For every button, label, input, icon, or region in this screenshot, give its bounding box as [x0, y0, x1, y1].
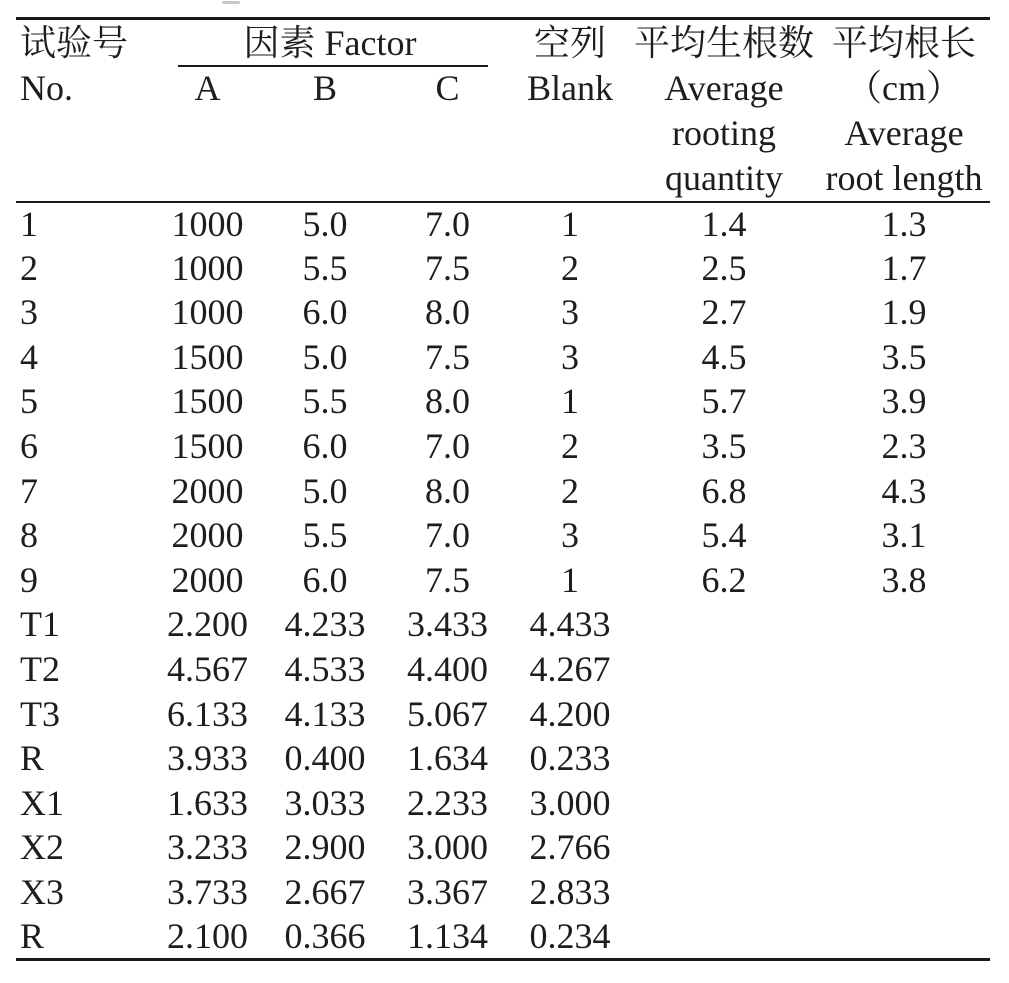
value-cell: 5.5 — [302, 515, 348, 556]
value-cell: 6.133 — [167, 693, 248, 734]
value-cell: 0.234 — [529, 915, 611, 956]
table-row — [16, 558, 990, 603]
value-cell: 5.7 — [701, 381, 747, 422]
value-cell: 3.933 — [167, 738, 248, 779]
row-label: X2 — [20, 827, 64, 868]
table-row — [16, 915, 990, 960]
value-cell: 4.533 — [284, 649, 366, 690]
value-cell: 8.0 — [425, 381, 470, 422]
header-factor-group — [150, 19, 510, 67]
value-cell: 6.2 — [701, 559, 747, 600]
scan-artifact — [222, 1, 240, 4]
orthogonal-experiment-table — [16, 17, 990, 961]
header-rooting-en3: quantity — [630, 157, 818, 202]
row-label: R — [20, 915, 45, 956]
value-cell — [630, 647, 818, 692]
value-cell: 2.100 — [167, 915, 248, 956]
header-blank-zh: 空列 — [534, 22, 607, 63]
value-cell: 1 — [561, 203, 580, 244]
header-rootlen-zh: 平均根长 — [832, 22, 977, 63]
value-cell: 1.633 — [167, 782, 248, 823]
value-cell — [630, 737, 818, 782]
value-cell: 2.833 — [529, 872, 611, 912]
value-cell — [630, 603, 818, 648]
value-cell: 3.233 — [167, 827, 248, 868]
value-cell: 4.233 — [284, 604, 366, 645]
value-cell: 4.400 — [407, 649, 488, 690]
value-cell — [818, 692, 990, 737]
value-cell: 2.5 — [701, 247, 747, 288]
value-cell: 0.366 — [284, 915, 366, 956]
row-label: 5 — [20, 381, 38, 422]
factor-group-underline — [178, 65, 488, 67]
table-row — [16, 692, 990, 737]
header-rootlen-en1: Average — [844, 113, 964, 154]
value-cell: 2 — [561, 247, 580, 288]
value-cell: 2.7 — [701, 292, 747, 333]
value-cell — [818, 781, 990, 826]
value-cell: 7.5 — [425, 247, 470, 288]
row-label: 3 — [20, 292, 38, 333]
header-rooting-en1: Average — [664, 68, 784, 109]
value-cell: 5.5 — [302, 247, 348, 288]
value-cell: 3.000 — [529, 782, 611, 823]
value-cell: 3.433 — [407, 604, 488, 645]
header-test-no-zh: 试验号 — [20, 22, 129, 63]
value-cell: 6.0 — [302, 559, 348, 600]
row-label: T1 — [20, 604, 60, 645]
table-row — [16, 335, 990, 380]
value-cell: 3.033 — [284, 782, 366, 823]
value-cell: 2.667 — [284, 872, 366, 912]
value-cell: 4.5 — [701, 336, 747, 377]
table-row — [16, 246, 990, 291]
table-row — [16, 291, 990, 336]
value-cell — [818, 603, 990, 648]
value-cell: 5.4 — [701, 515, 747, 556]
value-cell: 7.5 — [425, 559, 470, 600]
value-cell: 4.133 — [284, 693, 366, 734]
value-cell: 4.433 — [529, 604, 611, 645]
table-body — [16, 202, 990, 960]
value-cell: 2.900 — [284, 827, 366, 868]
row-label: 2 — [20, 247, 38, 288]
row-label: 8 — [20, 515, 38, 556]
value-cell — [630, 692, 818, 737]
value-cell: 1500 — [171, 381, 244, 422]
header-row-en — [16, 67, 990, 112]
value-cell: 3 — [561, 515, 580, 556]
value-cell: 5.0 — [302, 203, 348, 244]
value-cell: 4.267 — [529, 649, 611, 690]
row-label: 6 — [20, 426, 38, 467]
value-cell: 1.4 — [701, 203, 747, 244]
value-cell: 1.3 — [881, 203, 927, 244]
value-cell — [630, 826, 818, 871]
value-cell: 1000 — [171, 203, 244, 244]
value-cell — [818, 647, 990, 692]
value-cell: 5.0 — [302, 470, 348, 511]
value-cell: 1000 — [171, 292, 244, 333]
table-row — [16, 737, 990, 782]
row-label: 7 — [20, 470, 38, 511]
header-test-no-en: No. — [20, 68, 73, 109]
value-cell: 8.0 — [425, 470, 470, 511]
header-blank-en: Blank — [527, 68, 614, 109]
value-cell — [630, 870, 818, 915]
value-cell: 1 — [561, 381, 580, 422]
header-factor-c: C — [435, 68, 460, 109]
table-row — [16, 870, 990, 915]
value-cell: 0.400 — [284, 738, 366, 779]
value-cell: 3 — [561, 336, 580, 377]
value-cell: 5.5 — [302, 381, 348, 422]
value-cell: 2.200 — [167, 604, 248, 645]
value-cell: 5.067 — [407, 693, 488, 734]
header-rooting-en2: rooting — [672, 113, 777, 154]
header-row-en3 — [16, 157, 990, 202]
header-rooting-zh: 平均生根数 — [634, 22, 815, 63]
value-cell: 5.0 — [302, 336, 348, 377]
table-row — [16, 826, 990, 871]
row-label: X3 — [20, 872, 64, 912]
row-label: 4 — [20, 336, 38, 377]
value-cell: 7.0 — [425, 515, 470, 556]
value-cell: 3.000 — [407, 827, 488, 868]
row-label: 9 — [20, 559, 38, 600]
header-factor-group-label: 因素 Factor — [243, 22, 417, 63]
header-row-zh — [16, 19, 990, 67]
header-rootlen-unit: （cm） — [846, 68, 962, 109]
data-table — [16, 17, 990, 961]
table-row — [16, 781, 990, 826]
table-row — [16, 647, 990, 692]
value-cell — [818, 870, 990, 915]
value-cell: 1.634 — [407, 738, 488, 779]
value-cell: 3.9 — [881, 381, 927, 422]
value-cell: 3.8 — [881, 559, 927, 600]
value-cell: 1000 — [171, 247, 244, 288]
value-cell: 1.134 — [407, 915, 488, 956]
value-cell: 7.0 — [425, 203, 470, 244]
value-cell: 3.5 — [701, 426, 747, 467]
value-cell: 2000 — [171, 470, 244, 511]
header-factor-a: A — [194, 68, 221, 109]
value-cell: 1500 — [171, 426, 244, 467]
table-row — [16, 603, 990, 648]
table-row — [16, 202, 990, 247]
value-cell: 1500 — [171, 336, 244, 377]
table-header — [16, 19, 990, 202]
value-cell — [630, 781, 818, 826]
value-cell — [818, 915, 990, 960]
table-row — [16, 469, 990, 514]
value-cell: 4.200 — [529, 693, 611, 734]
value-cell — [630, 915, 818, 960]
value-cell: 3.1 — [881, 515, 927, 556]
value-cell: 4.567 — [167, 649, 248, 690]
value-cell: 2.233 — [407, 782, 488, 823]
value-cell: 1 — [561, 559, 580, 600]
value-cell: 3 — [561, 292, 580, 333]
value-cell — [818, 826, 990, 871]
value-cell: 2.3 — [881, 426, 927, 467]
value-cell: 1.7 — [881, 247, 927, 288]
header-rootlen-en2: root length — [818, 157, 990, 202]
value-cell: 2000 — [171, 559, 244, 600]
value-cell: 6.0 — [302, 426, 348, 467]
value-cell: 3.733 — [167, 872, 248, 912]
row-label: T3 — [20, 693, 60, 734]
value-cell: 0.233 — [529, 738, 611, 779]
header-factor-b: B — [312, 68, 337, 109]
row-label: 1 — [20, 203, 38, 244]
value-cell: 2.766 — [529, 827, 611, 868]
value-cell: 2 — [561, 470, 580, 511]
value-cell: 8.0 — [425, 292, 470, 333]
row-label: X1 — [20, 782, 64, 823]
value-cell: 4.3 — [881, 470, 927, 511]
table-row — [16, 514, 990, 559]
row-label: R — [20, 738, 45, 779]
value-cell: 2 — [561, 426, 580, 467]
value-cell: 1.9 — [881, 292, 927, 333]
value-cell — [818, 737, 990, 782]
value-cell: 7.5 — [425, 336, 470, 377]
row-label: T2 — [20, 649, 60, 690]
value-cell: 6.0 — [302, 292, 348, 333]
value-cell: 2000 — [171, 515, 244, 556]
table-row — [16, 380, 990, 425]
value-cell: 3.5 — [881, 336, 927, 377]
value-cell: 3.367 — [407, 872, 488, 912]
value-cell: 6.8 — [701, 470, 747, 511]
value-cell: 7.0 — [425, 426, 470, 467]
table-row — [16, 424, 990, 469]
header-row-en2 — [16, 112, 990, 157]
